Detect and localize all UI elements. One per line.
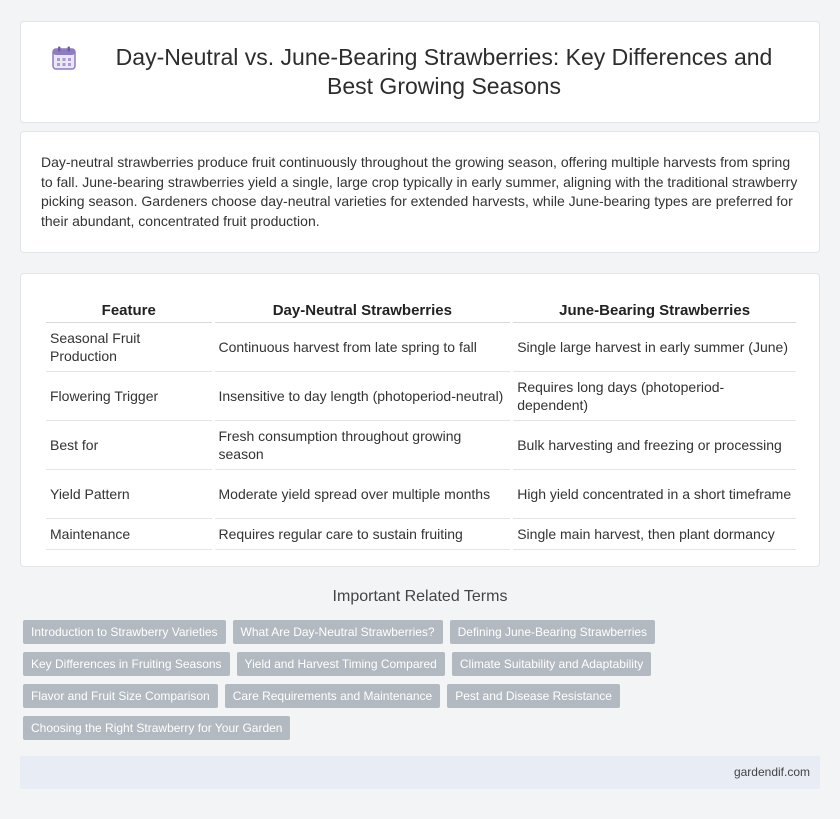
header-day-neutral: Day-Neutral Strawberries <box>215 294 511 323</box>
day-neutral-cell: Insensitive to day length (photoperiod-neutral) <box>215 372 511 421</box>
header-june-bearing: June-Bearing Strawberries <box>513 294 796 323</box>
related-terms-title: Important Related Terms <box>332 588 508 605</box>
header-card <box>20 21 820 123</box>
table-row <box>46 519 796 550</box>
related-term-tag[interactable]: Flavor and Fruit Size Comparison <box>23 684 218 708</box>
day-neutral-cell: Continuous harvest from late spring to fall <box>215 323 511 372</box>
related-term-tag[interactable]: Pest and Disease Resistance <box>447 684 620 708</box>
related-term-tag[interactable]: Choosing the Right Strawberry for Your Garden <box>23 716 290 740</box>
june-bearing-cell: Bulk harvesting and freezing or processing <box>513 421 796 470</box>
feature-cell: Flowering Trigger <box>46 372 212 421</box>
june-bearing-cell: High yield concentrated in a short timeframe <box>513 470 796 519</box>
related-term-tag[interactable]: Defining June-Bearing Strawberries <box>450 620 655 644</box>
comparison-table <box>43 294 799 550</box>
table-row <box>46 372 796 421</box>
june-bearing-cell: Single main harvest, then plant dormancy <box>513 519 796 550</box>
june-bearing-cell: Single large harvest in early summer (June) <box>513 323 796 372</box>
footer-site-link[interactable]: gardendif.com <box>733 765 810 779</box>
intro-card <box>20 131 820 253</box>
related-terms-list <box>23 620 823 748</box>
related-term-tag[interactable]: Introduction to Strawberry Varieties <box>23 620 226 644</box>
related-term-tag[interactable]: Key Differences in Fruiting Seasons <box>23 652 230 676</box>
day-neutral-cell: Requires regular care to sustain fruiting <box>215 519 511 550</box>
june-bearing-cell: Requires long days (photoperiod-dependent) <box>513 372 796 421</box>
day-neutral-cell: Fresh consumption throughout growing season <box>215 421 511 470</box>
day-neutral-cell: Moderate yield spread over multiple months <box>215 470 511 519</box>
feature-cell: Best for <box>46 421 212 470</box>
header-feature: Feature <box>46 294 212 323</box>
intro-text: Day-neutral strawberries produce fruit continuously throughout the growing season, offering multiple harvests from spring to fall. June-bearing strawberries yield a single, large crop typically in early summer, aligning with the traditional strawberry picking season. Gardeners choose day-neutral varieties for extended harvests, while June-bearing types are preferred for their abundant, concentrated fruit production. <box>41 154 798 229</box>
related-term-tag[interactable]: What Are Day-Neutral Strawberries? <box>233 620 443 644</box>
table-row <box>46 421 796 470</box>
page-title: Day-Neutral vs. June-Bearing Strawberries: Key Differences and Best Growing Seasons <box>115 44 773 99</box>
table-row <box>46 323 796 372</box>
table-header-row <box>46 294 796 323</box>
table-row <box>46 470 796 519</box>
feature-cell: Yield Pattern <box>46 470 212 519</box>
comparison-card <box>20 273 820 567</box>
related-term-tag[interactable]: Climate Suitability and Adaptability <box>452 652 651 676</box>
feature-cell: Seasonal Fruit Production <box>46 323 212 372</box>
related-term-tag[interactable]: Care Requirements and Maintenance <box>225 684 440 708</box>
footer <box>20 756 820 789</box>
feature-cell: Maintenance <box>46 519 212 550</box>
calendar-icon <box>51 45 77 71</box>
related-term-tag[interactable]: Yield and Harvest Timing Compared <box>237 652 445 676</box>
